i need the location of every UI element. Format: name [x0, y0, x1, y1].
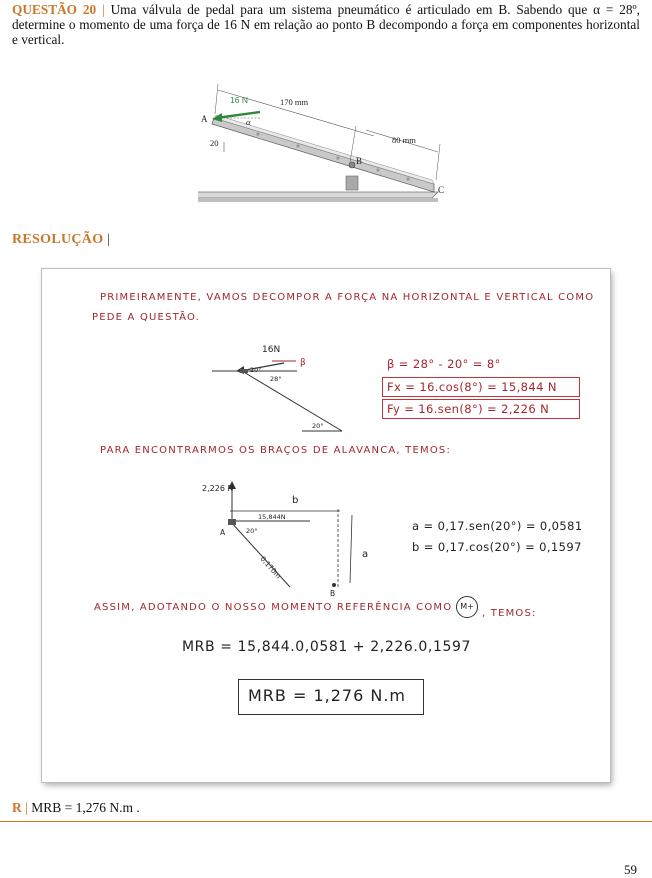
question-separator: | — [102, 2, 105, 17]
final-answer — [12, 800, 140, 816]
alpha-label: α — [246, 117, 251, 127]
point-c: C — [438, 185, 445, 195]
d1-ang28: 28° — [270, 375, 282, 383]
pedal-valve-figure — [198, 80, 454, 206]
moment-line: ASSIM, ADOTANDO O NOSSO MOMENTO REFERÊNCIA COMO — [94, 602, 453, 613]
arms-line: PARA ENCONTRARMOS OS BRAÇOS DE ALAVANCA, TEMOS: — [100, 445, 452, 456]
fx-equation: Fx = 16.cos(8°) = 15,844 N — [387, 380, 557, 394]
result-equation: MRB = 1,276 N.m — [248, 686, 407, 705]
handwritten-solution — [42, 269, 610, 782]
resolution-heading — [12, 232, 110, 248]
a-equation: a = 0,17.sen(20°) = 0,0581 — [412, 519, 583, 533]
d1-beta: β — [300, 358, 306, 368]
resolution-title: RESOLUÇÃO — [12, 232, 104, 247]
b-equation: b = 0,17.cos(20°) = 0,1597 — [412, 540, 582, 554]
dim-80: 80 mm — [392, 135, 416, 145]
d2-fy: 2,226 N — [202, 484, 234, 493]
answer-r: R — [12, 800, 22, 815]
mrb-equation: MRB = 15,844.0,0581 + 2,226.0,1597 — [182, 639, 472, 655]
dim-170: 170 mm — [280, 97, 309, 107]
d1-force: 16N — [262, 345, 281, 355]
d2-b-point: B — [330, 589, 336, 597]
question-label: QUESTÃO 20 — [12, 2, 97, 17]
d2-length: 0,170m — [258, 554, 283, 581]
question-text: Uma válvula de pedal para um sistema pneumático é articulado em B. Sabendo que α = 28º, determine o momento de uma força de 16 N em relação ao ponto B decompondo a força em componentes horizontal e vertical. — [12, 2, 640, 47]
d2-b: b — [292, 495, 299, 506]
d2-ang: 20° — [246, 527, 258, 535]
d2-a-point: A — [220, 528, 226, 537]
decomposition-sketch — [212, 341, 362, 437]
d2-fx: 15,844N — [258, 513, 286, 521]
point-b: B — [356, 156, 363, 166]
d1-ang20b: 20° — [312, 422, 324, 430]
lever-arm-sketch — [200, 479, 400, 597]
d1-ang20: 20° — [250, 366, 262, 374]
answer-separator: | — [25, 800, 28, 815]
moment-symbol: M+ — [456, 596, 478, 618]
moment-line-end: , TEMOS: — [482, 608, 537, 619]
intro-line-1: PRIMEIRAMENTE, VAMOS DECOMPOR A FORÇA NA HORIZONTAL E VERTICAL COMO — [100, 292, 595, 303]
fy-equation: Fy = 16.sen(8°) = 2,226 N — [387, 402, 550, 416]
answer-text: MRB = 1,276 N.m . — [31, 800, 140, 815]
answer-divider — [0, 821, 652, 822]
intro-line-2: PEDE A QUESTÃO. — [92, 312, 201, 323]
page-number: 59 — [624, 862, 637, 877]
force-label: 16 N — [230, 95, 248, 105]
question-paragraph — [12, 2, 640, 47]
beta-equation: β = 28° - 20° = 8° — [387, 357, 501, 371]
point-a: A — [201, 114, 208, 124]
d2-a: a — [362, 549, 369, 560]
resolution-separator: | — [107, 232, 111, 247]
dim-20: 20 — [210, 138, 219, 148]
